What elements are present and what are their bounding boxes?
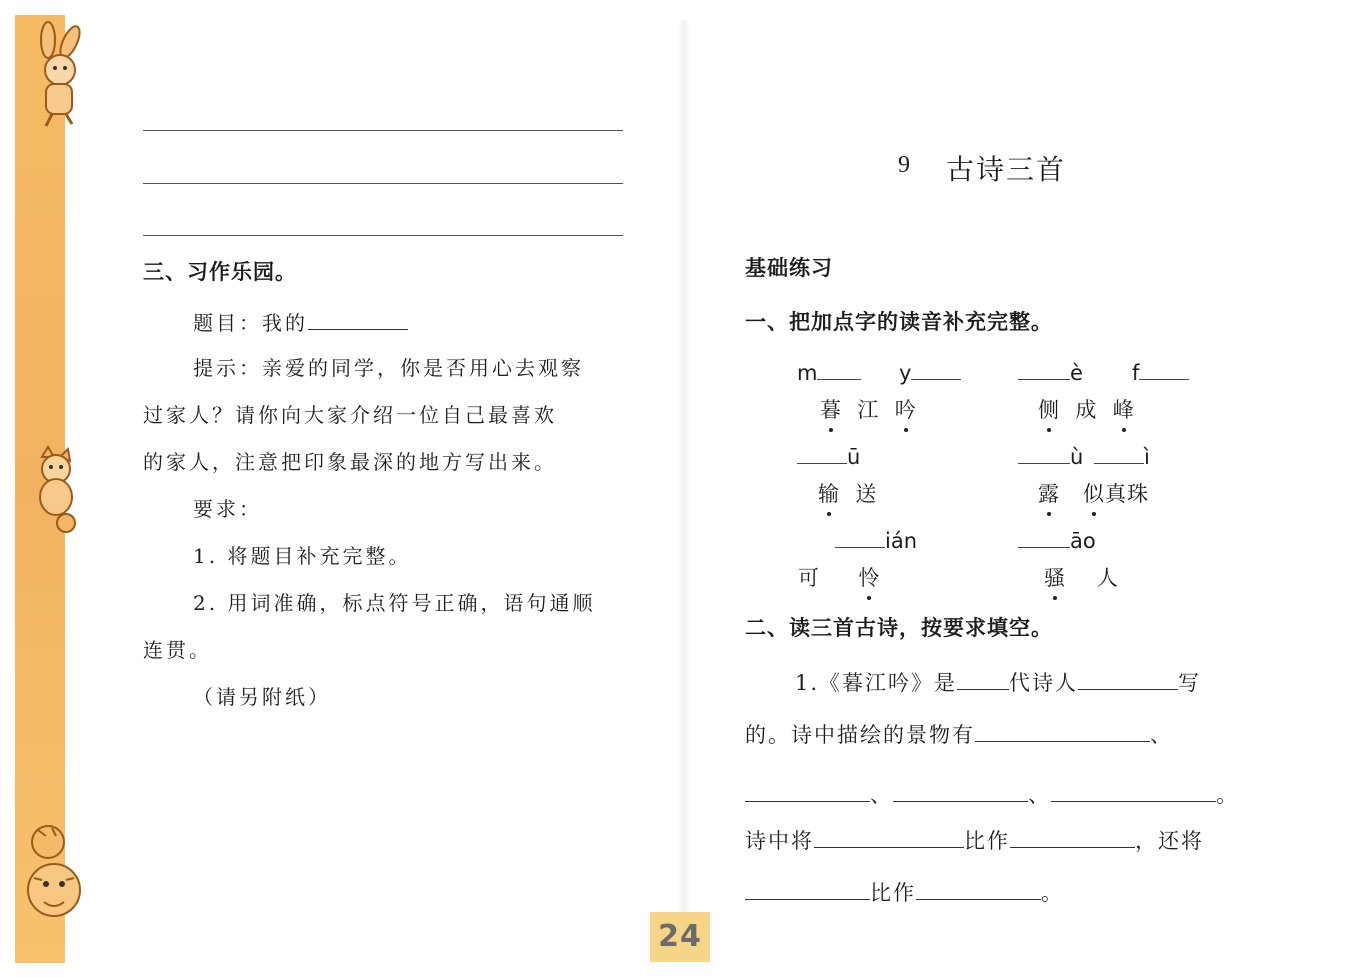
requirement-item: 1. 将题目补充完整。 [193, 544, 412, 568]
hanzi-word: 暮 江 吟 [820, 394, 917, 424]
hanzi-word: 输 送 [818, 478, 877, 508]
pinyin-blank [797, 443, 847, 464]
section-title: 三、习作乐园。 [143, 260, 297, 284]
fill-line: 比作 。 [745, 877, 1064, 908]
lesson-number: 9 [898, 152, 910, 178]
topic-line [193, 307, 408, 337]
basic-practice-label: 基础练习 [745, 256, 833, 280]
fill-blank [975, 719, 1150, 742]
writing-line [143, 183, 623, 184]
hint-line: 提示：亲爱的同学，你是否用心去观察 [193, 356, 584, 380]
pinyin-item: ū [797, 443, 860, 469]
requirement-item: 2. 用词准确，标点符号正确，语句通顺 [193, 591, 596, 615]
fill-blank [745, 877, 870, 900]
cat-illustration [16, 445, 88, 535]
fill-blank [957, 667, 1009, 690]
requirement-item-cont: 连贯。 [143, 638, 212, 662]
writing-line [143, 130, 623, 131]
fill-line: 诗中将 比作 ，还将 [745, 825, 1204, 856]
pinyin-item: m [797, 359, 861, 385]
hint-line: 的家人，注意把印象最深的地方写出来。 [143, 450, 557, 474]
fill-blank [893, 779, 1028, 802]
hanzi-word: 骚 人 [1044, 562, 1119, 592]
pinyin-blank [1139, 359, 1189, 380]
fill-blank [745, 779, 870, 802]
hanzi-word: 侧 成 峰 [1038, 394, 1135, 424]
pinyin-blank [1018, 527, 1070, 548]
hanzi-word: 露 似 真珠 [1038, 478, 1149, 508]
pinyin-blank [1094, 443, 1144, 464]
attach-note: （请另附纸） [193, 685, 331, 709]
requirements-label: 要求： [193, 497, 262, 521]
fill-line: 的。诗中描绘的景物有 、 [745, 719, 1173, 750]
page-gutter [678, 20, 690, 960]
pinyin-item: ián [835, 527, 917, 553]
fill-line: 、 、 。 [745, 779, 1239, 810]
pinyin-blank [835, 527, 885, 548]
page-number: 24 [650, 912, 710, 962]
fill-blank [814, 825, 964, 848]
pinyin-item: y [899, 359, 961, 385]
fill-blank [1078, 667, 1178, 690]
fill-blank [1051, 779, 1216, 802]
pinyin-blank [1018, 359, 1070, 380]
pinyin-item: ì [1094, 443, 1150, 469]
pinyin-blank [1018, 443, 1070, 464]
rabbit-illustration [16, 18, 88, 128]
pinyin-item: āo [1018, 527, 1096, 553]
hanzi-word: 可 怜 [798, 562, 880, 592]
pinyin-blank [911, 359, 961, 380]
pinyin-item: ù [1018, 443, 1083, 469]
pinyin-blank [817, 359, 861, 380]
fill-blank [916, 877, 1041, 900]
pinyin-item: f [1132, 359, 1189, 385]
lesson-title: 古诗三首 [946, 153, 1067, 186]
fill-line: 1.《暮江吟》是 代诗人 写 [795, 667, 1201, 698]
question-1-title: 一、把加点字的读音补充完整。 [745, 310, 1053, 334]
topic-label: 题目：我的 [193, 311, 308, 335]
pinyin-item: è [1018, 359, 1083, 385]
writing-line [143, 235, 623, 236]
topic-blank [308, 307, 408, 330]
hint-line: 过家人？请你向大家介绍一位自己最喜欢 [143, 403, 557, 427]
question-2-title: 二、读三首古诗，按要求填空。 [745, 616, 1053, 640]
tiger-illustration [16, 818, 88, 930]
fill-blank [1010, 825, 1135, 848]
